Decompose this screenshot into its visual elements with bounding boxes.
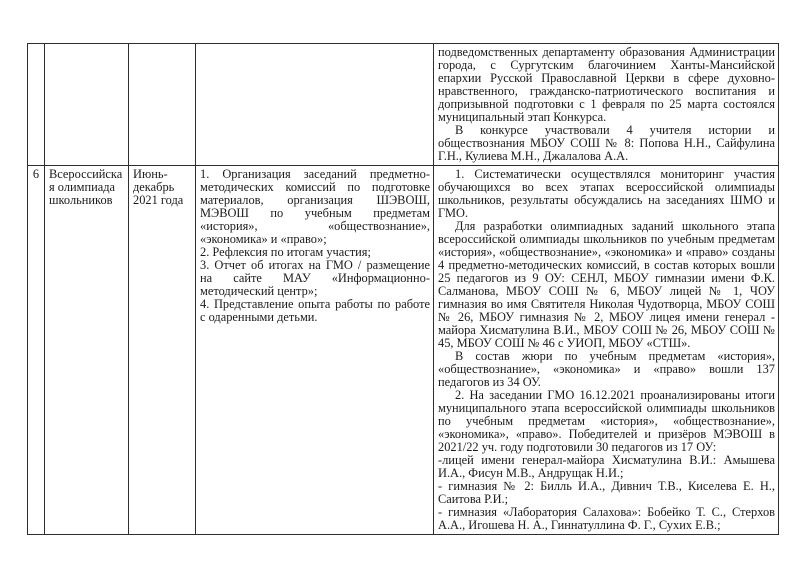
cell-event-empty xyxy=(45,44,129,166)
cell-results xyxy=(434,166,779,535)
result-list-school-1: -лицей имени генерал-майора Хисматулина В.И.: Амышева И.А., Фисун М.В., Андрущак Н.И.; xyxy=(438,453,775,480)
activity-report-table xyxy=(27,43,779,535)
cell-results-continuation xyxy=(434,44,779,166)
result-paragraph-monitoring: 1. Систематически осуществлялся мониторинг участия обучающихся во всех этапах всероссийской олимпиады школьников, результаты обсуждались на заседаниях ШМО и ГМО. xyxy=(438,167,775,220)
task-item-1: 1. Организация заседаний предметно-методических комиссий по подготовке материалов, организация ШЭВОШ, МЭВОШ по учебным предметам «история», «обществознание», «экономика» и «право»; xyxy=(200,167,430,246)
period-text: Июнь-декабрь 2021 года xyxy=(133,167,184,207)
cell-event-name xyxy=(45,166,129,535)
cell-number-empty xyxy=(28,44,45,166)
event-name-text: Всероссийская олимпиада школьников xyxy=(49,167,123,207)
cell-period-empty xyxy=(129,44,196,166)
result-paragraph-gmo-meeting: 2. На заседании ГМО 16.12.2021 проанализированы итоги муниципального этапа всероссийской олимпиады школьников по учебным предметам «история», «обществознание», «экономика», «право». Победителей и призёров МЭВОШ в 2021/22 уч. году подготовили 30 педагогов из 17 ОУ: xyxy=(438,388,775,454)
paragraph-contest-participants: В конкурсе участвовали 4 учителя истории и обществознания МБОУ СОШ № 8: Попова Н.Н., Сайфулина Г.Н., Кулиева М.Н., Джалалова А.А. xyxy=(438,123,775,163)
task-item-4: 4. Представление опыта работы по работе с одаренными детьми. xyxy=(200,297,430,324)
cell-period xyxy=(129,166,196,535)
paragraph-contest-summary: подведомственных департаменту образования Администрации города, с Сургутским благочинием Ханты-Мансийской епархии Русской Православной Церкви в сфере духовно-нравственного, гражданско-патриотического воспитания и допризывной подготовки с 1 февраля по 25 марта состоялся муниципальный этап Конкурса. xyxy=(438,45,775,124)
result-paragraph-jury: В состав жюри по учебным предметам «история», «обществознание», «экономика» и «право» вошли 137 педагогов из 34 ОУ. xyxy=(438,349,775,389)
cell-row-number: 6 xyxy=(28,166,45,535)
task-item-2: 2. Рефлексия по итогам участия; xyxy=(200,245,371,259)
row-continuation xyxy=(28,44,779,166)
row-6 xyxy=(28,166,779,535)
result-list-school-3: - гимназия «Лаборатория Салахова»: Бобейко Т. С., Стерхов А.А., Игошева Н. А., Гиннатуллина Ф. Г., Сухих Е.В.; xyxy=(438,505,775,532)
result-paragraph-commissions: Для разработки олимпиадных заданий школьного этапа всероссийской олимпиады школьников по учебным предметам «история», «обществознание», «экономика» и «право» созданы 4 предметно-методических комиссий, в состав которых вошли 25 педагогов из 9 ОУ: СЕНЛ, МБОУ гимназии имени Ф.К. Салманова, МБОУ СОШ № 6, МБОУ лицей № 1, ЧОУ гимназия во имя Святителя Николая Чудотворца, МБОУ СОШ № 26, МБОУ гимназия № 2, МБОУ лицея имени генерал - майора Хисматулина В.И., МБОУ СОШ № 26, МБОУ СОШ № 45, МБОУ СОШ № 46 с УИОП, МБОУ «СТШ». xyxy=(438,219,775,350)
task-item-3: 3. Отчет об итогах на ГМО / размещение на сайте МАУ «Информационно-методический центр»; xyxy=(200,258,430,298)
result-list-school-2: - гимназия № 2: Билль И.А., Дивнич Т.В., Киселева Е. Н., Саитова Р.И.; xyxy=(438,479,775,506)
cell-tasks xyxy=(196,166,434,535)
cell-tasks-empty xyxy=(196,44,434,166)
